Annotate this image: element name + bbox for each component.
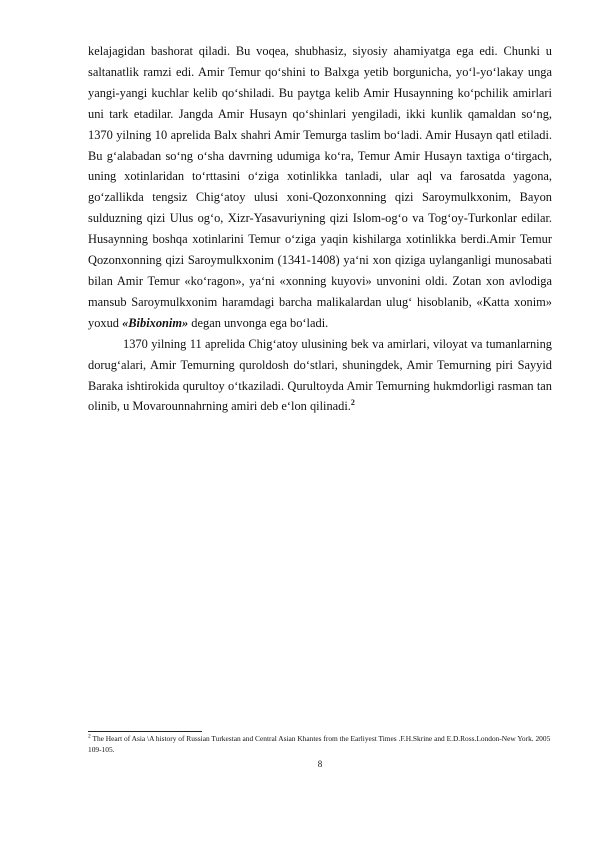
paragraph-2-text: 1370 yilning 11 aprelida Chig‘atoy ulusining bek va amirlari, viloyat va tumanlarning dorug‘alari, Amir Temurning quroldosh do‘stlari, shuningdek, Amir Temurning piri Sayyid Baraka ishtirokida qurultoy o‘tkaziladi. Qurultoyda Amir Temurning hukmdorligi rasman tan olinib, u Movarounnahrning amiri deb e‘lon qilinadi. bbox=[88, 336, 552, 414]
footnote-reference: 2 bbox=[350, 398, 355, 408]
footnote-marker: 2 bbox=[88, 733, 91, 740]
body-text bbox=[88, 41, 552, 417]
paragraph-2 bbox=[88, 334, 552, 418]
paragraph-1-tail: degan unvonga ega bo‘ladi. bbox=[188, 315, 329, 330]
footnote bbox=[88, 734, 558, 755]
paragraph-1 bbox=[88, 41, 552, 334]
bibixonim-emphasis: «Bibixonim» bbox=[122, 315, 189, 330]
paragraph-1-text: kelajagidan bashorat qiladi. Bu voqea, shubhasiz, siyosiy ahamiyatga ega edi. Chunki u saltanatlik ramzi edi. Amir Temur qo‘shini to Balxga yetib borgunicha, yo‘l-yo‘lakay unga yangi-yangi kuchlar kelib qo‘shiladi. Bu paytga kelib Amir Husaynning ko‘pchilik amirlari uni tark etadilar. Jangda Amir Husayn qo‘shinlari yengiladi, ikki kunlik qamaldan so‘ng, 1370 yilning 10 aprelida Balx shahri Amir Temurga taslim bo‘ladi. Amir Husayn qatl etiladi. Bu g‘alabadan so‘ng o‘sha davrning udumiga ko‘ra, Temur Amir Husayn taxtiga o‘tirgach, uning xotinlaridan to‘rttasini o‘ziga xotinlikka tanladi, ular aql va farosatda yagona, go‘zallikda tengsiz Chig‘atoy ulusi xoni-Qozonxonning qizi Saroymulkxonim, Bayon sulduzning qizi Ulus og‘o, Xizr-Yasavuriyning qizi Islom-og‘o va Tog‘oy-Turkonlar edilar. Husaynning boshqa xotinlarini Temur o‘ziga yaqin kishilarga xotinlikka berdi.Amir Temur Qozonxonning qizi Saroymulkxonim (1341-1408) ya‘ni xon qiziga uylanganligi munosabati bilan Amir Temur «ko‘ragon», ya‘ni «xonning kuyovi» unvonini oldi. Zotan xon avlodiga mansub Saroymulkxonim haramdagi barcha malikalardan ulug‘ hisoblanib, «Katta xonim» yoxud bbox=[88, 44, 552, 330]
footnote-text: The Heart of Asia \A history of Russian Turkestan and Central Asian Khantes from the Earliyest Times .F.H.Skrine and E.D.Ross.London-New York. 2005 109-105. bbox=[88, 734, 551, 754]
footnote-separator bbox=[88, 731, 202, 732]
page-number: 8 bbox=[317, 759, 323, 769]
